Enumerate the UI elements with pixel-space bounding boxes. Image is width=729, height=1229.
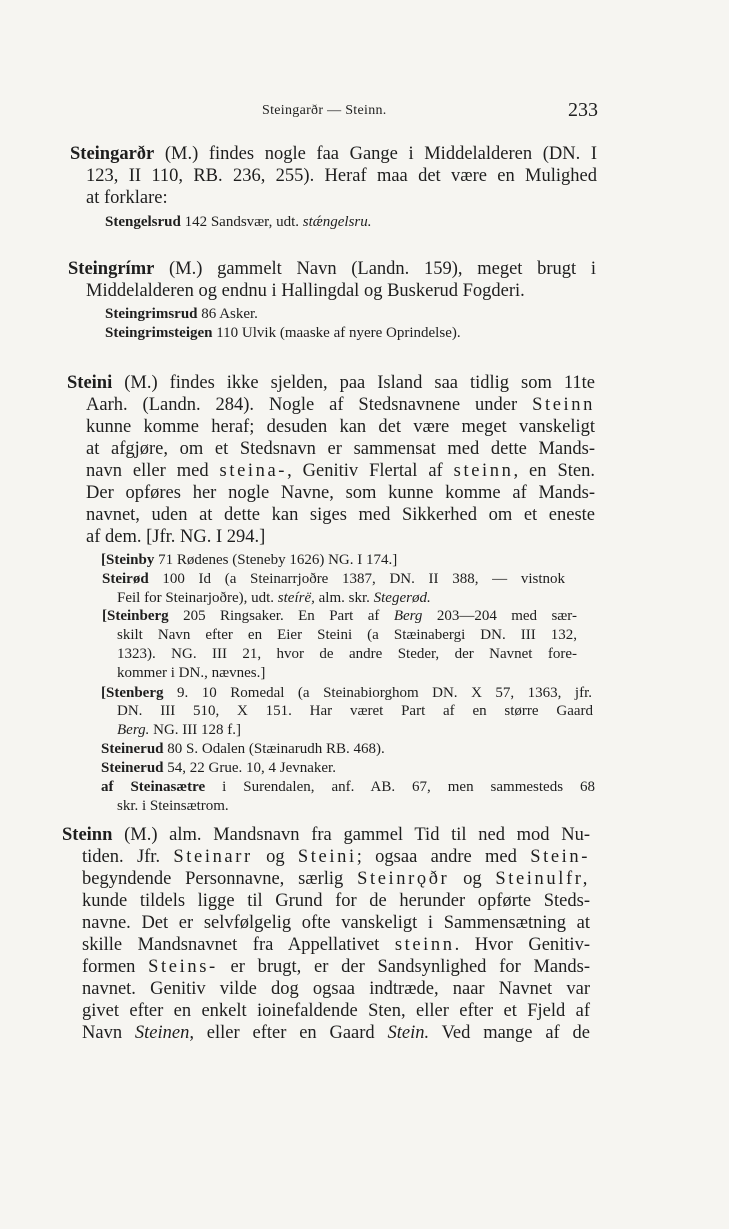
sub-entry-line bbox=[101, 551, 397, 570]
text-segment: kunne komme heraf; desuden kan det være meget vanskeligt bbox=[86, 417, 595, 437]
sub-entry-line bbox=[117, 797, 229, 816]
text-segment: 123, II 110, RB. 236, 255). Heraf maa det være en Mulighed bbox=[86, 166, 597, 186]
text-segment: skille Mandsnavnet fra Appellativet bbox=[82, 935, 395, 955]
headword: [Steinberg bbox=[102, 608, 169, 624]
text-segment: tiden. Jfr. bbox=[82, 847, 174, 867]
headword: Steingarðr bbox=[70, 144, 155, 164]
entry-line bbox=[86, 394, 595, 416]
text-segment: 80 S. Odalen (Stæinarudh RB. 468). bbox=[163, 741, 385, 757]
entry-line bbox=[82, 890, 590, 912]
text-segment: alm. skr. bbox=[314, 590, 374, 606]
text-segment: (M.) alm. Mandsnavn fra gammel Tid til ned mod Nu- bbox=[112, 825, 590, 845]
text-segment: (M.) findes nogle faa Gange i Middelalderen (DN. I bbox=[154, 144, 597, 164]
entry-line bbox=[82, 1022, 590, 1044]
entry-line bbox=[86, 416, 595, 438]
sub-entry-line bbox=[117, 626, 577, 645]
text-segment: skr. i Steinsætrom. bbox=[117, 798, 229, 814]
spaced-text: Steini bbox=[297, 847, 357, 867]
text-segment: 110 Ulvik (maaske af nyere Oprindelse). bbox=[212, 325, 461, 341]
spaced-text: steinn bbox=[394, 935, 455, 955]
sub-entry-line bbox=[105, 324, 461, 343]
headword: af Steinasætre bbox=[101, 779, 206, 795]
headword: Steingrimsteigen bbox=[105, 325, 213, 341]
spaced-text: Steinulfr, bbox=[495, 869, 590, 889]
italic-text: Stein. bbox=[387, 1023, 430, 1043]
entry-line bbox=[82, 956, 590, 978]
text-segment: 71 Rødenes (Steneby 1626) NG. I 174.] bbox=[154, 552, 398, 568]
sub-entry-line bbox=[117, 702, 593, 721]
entry-line bbox=[82, 978, 590, 1000]
text-segment: navn eller med bbox=[86, 461, 220, 481]
page-header bbox=[0, 99, 729, 125]
text-segment: kunde tildels ligge til Grund for de herunder opførte Steds- bbox=[82, 891, 590, 911]
sub-entry-line bbox=[102, 570, 565, 589]
text-segment: Navn bbox=[82, 1023, 135, 1043]
entry-line bbox=[68, 258, 596, 280]
entry-line bbox=[82, 868, 590, 890]
headword: [Steinby bbox=[101, 552, 155, 568]
spaced-text: Stein- bbox=[530, 847, 590, 867]
entry-line bbox=[67, 372, 595, 394]
spaced-text: Steins- bbox=[148, 957, 218, 977]
text-segment: (M.) gammelt Navn (Landn. 159), meget brugt i bbox=[154, 259, 596, 279]
text-segment: , Genitiv Flertal af bbox=[287, 461, 454, 481]
text-segment: 1323). NG. III 21, hvor de andre Steder, der Navnet fore- bbox=[117, 646, 577, 662]
text-segment: navne. Det er selvfølgelig ofte vanskeligt i Sammensætning at bbox=[82, 913, 590, 933]
headword: [Stenberg bbox=[101, 685, 164, 701]
sub-entry-line bbox=[101, 740, 385, 759]
headword: Steirød bbox=[102, 571, 149, 587]
text-segment: navnet. Genitiv vilde dog ogsaa indtræde, naar Navnet var bbox=[82, 979, 590, 999]
sub-entry-line bbox=[117, 664, 265, 683]
text-segment: , en Sten. bbox=[513, 461, 595, 481]
running-title: Steingarðr — Steinn. bbox=[262, 103, 387, 118]
text-segment: Middelalderen og endnu i Hallingdal og Buskerud Fogderi. bbox=[86, 281, 525, 301]
text-segment: givet efter en enkelt ioinefaldende Sten, eller efter et Fjeld af bbox=[82, 1001, 590, 1021]
text-segment: Aarh. (Landn. 284). Nogle af Stedsnavnene under bbox=[86, 395, 533, 415]
text-segment: eller efter en Gaard bbox=[193, 1023, 388, 1043]
entry-line bbox=[86, 165, 597, 187]
text-segment: 9. 10 Romedal (a Steinabiorghom DN. X 57, 1363, jfr. bbox=[163, 685, 592, 701]
entry-line bbox=[86, 482, 595, 504]
text-segment: af dem. [Jfr. NG. I 294.] bbox=[86, 527, 266, 547]
entry-line bbox=[86, 280, 525, 302]
text-segment: . Hvor Genitiv- bbox=[454, 935, 590, 955]
entry-line bbox=[82, 846, 590, 868]
text-segment: NG. III 128 f.] bbox=[149, 722, 241, 738]
spaced-text: Steinrǫðr bbox=[357, 869, 450, 889]
text-segment: Feil for Steinarjoðre), udt. bbox=[117, 590, 278, 606]
sub-entry-line bbox=[101, 684, 592, 703]
text-segment: begyndende Personnavne, særlig bbox=[82, 869, 358, 889]
text-segment: Der opføres her nogle Navne, som kunne komme af Mands- bbox=[86, 483, 595, 503]
sub-entry-line bbox=[102, 607, 577, 626]
headword: Steingrimsrud bbox=[105, 306, 198, 322]
headword: Stengelsrud bbox=[105, 214, 181, 230]
text-segment: 205 Ringsaker. En Part af bbox=[168, 608, 394, 624]
text-segment: 86 Asker. bbox=[197, 306, 258, 322]
text-segment: DN. III 510, X 151. Har været Part af en større Gaard bbox=[117, 703, 593, 719]
sub-entry-line bbox=[101, 759, 336, 778]
sub-entry-line bbox=[117, 721, 241, 740]
spaced-text: steina- bbox=[219, 461, 288, 481]
entry-line bbox=[62, 824, 590, 846]
sub-entry-line bbox=[117, 589, 431, 608]
text-segment: i Surendalen, anf. AB. 67, men sammesteds 68 bbox=[205, 779, 595, 795]
entry-line bbox=[82, 912, 590, 934]
text-segment: at forklare: bbox=[86, 188, 168, 208]
text-segment: 100 Id (a Steinarrjoðre 1387, DN. II 388, — vistnok bbox=[148, 571, 565, 587]
headword: Steinerud bbox=[101, 760, 164, 776]
text-segment: kommer i DN., nævnes.] bbox=[117, 665, 266, 681]
italic-text: Steinen, bbox=[134, 1023, 194, 1043]
entry-line bbox=[86, 187, 168, 209]
italic-text: stǽngelsru. bbox=[302, 214, 372, 230]
text-segment: ; ogsaa andre med bbox=[356, 847, 531, 867]
spaced-text: Steinn bbox=[532, 395, 595, 415]
entry-line bbox=[82, 1000, 590, 1022]
text-segment: er brugt, er der Sandsynlighed for Mands- bbox=[217, 957, 590, 977]
entry-line bbox=[82, 934, 590, 956]
sub-entry-line bbox=[105, 305, 258, 324]
italic-text: Berg. bbox=[117, 722, 150, 738]
page-number: 233 bbox=[568, 99, 598, 121]
headword: Steinerud bbox=[101, 741, 164, 757]
text-segment: navnet, uden at dette kan siges med Sikkerhed om et eneste bbox=[86, 505, 595, 525]
entry-line bbox=[86, 526, 265, 548]
entry-line bbox=[86, 460, 595, 482]
entry-line bbox=[86, 504, 595, 526]
spaced-text: Steinarr bbox=[173, 847, 253, 867]
headword: Steinn bbox=[62, 825, 113, 845]
text-segment: Ved mange af de bbox=[429, 1023, 590, 1043]
text-segment: at afgjøre, om et Stedsnavn er sammensat med dette Mands- bbox=[86, 439, 595, 459]
italic-text: Berg bbox=[393, 608, 423, 624]
text-segment: og bbox=[252, 847, 298, 867]
sub-entry-line bbox=[101, 778, 595, 797]
text-segment: (M.) findes ikke sjelden, paa Island saa tidlig som 11te bbox=[112, 373, 595, 393]
entry-line bbox=[70, 143, 597, 165]
headword: Steini bbox=[67, 373, 113, 393]
text-segment: formen bbox=[82, 957, 149, 977]
entry-line bbox=[86, 438, 595, 460]
text-segment: 203—204 med sær- bbox=[422, 608, 577, 624]
text-segment: skilt Navn efter en Eier Steini (a Stæinabergi DN. III 132, bbox=[117, 627, 577, 643]
text-segment: og bbox=[449, 869, 496, 889]
sub-entry-line bbox=[117, 645, 577, 664]
text-segment: 54, 22 Grue. 10, 4 Jevnaker. bbox=[163, 760, 336, 776]
headword: Steingrímr bbox=[68, 259, 155, 279]
text-segment: 142 Sandsvær, udt. bbox=[180, 214, 303, 230]
italic-text: steírë, bbox=[277, 590, 315, 606]
italic-text: Stegerød. bbox=[373, 590, 431, 606]
sub-entry-line bbox=[105, 213, 372, 232]
spaced-text: steinn bbox=[453, 461, 514, 481]
